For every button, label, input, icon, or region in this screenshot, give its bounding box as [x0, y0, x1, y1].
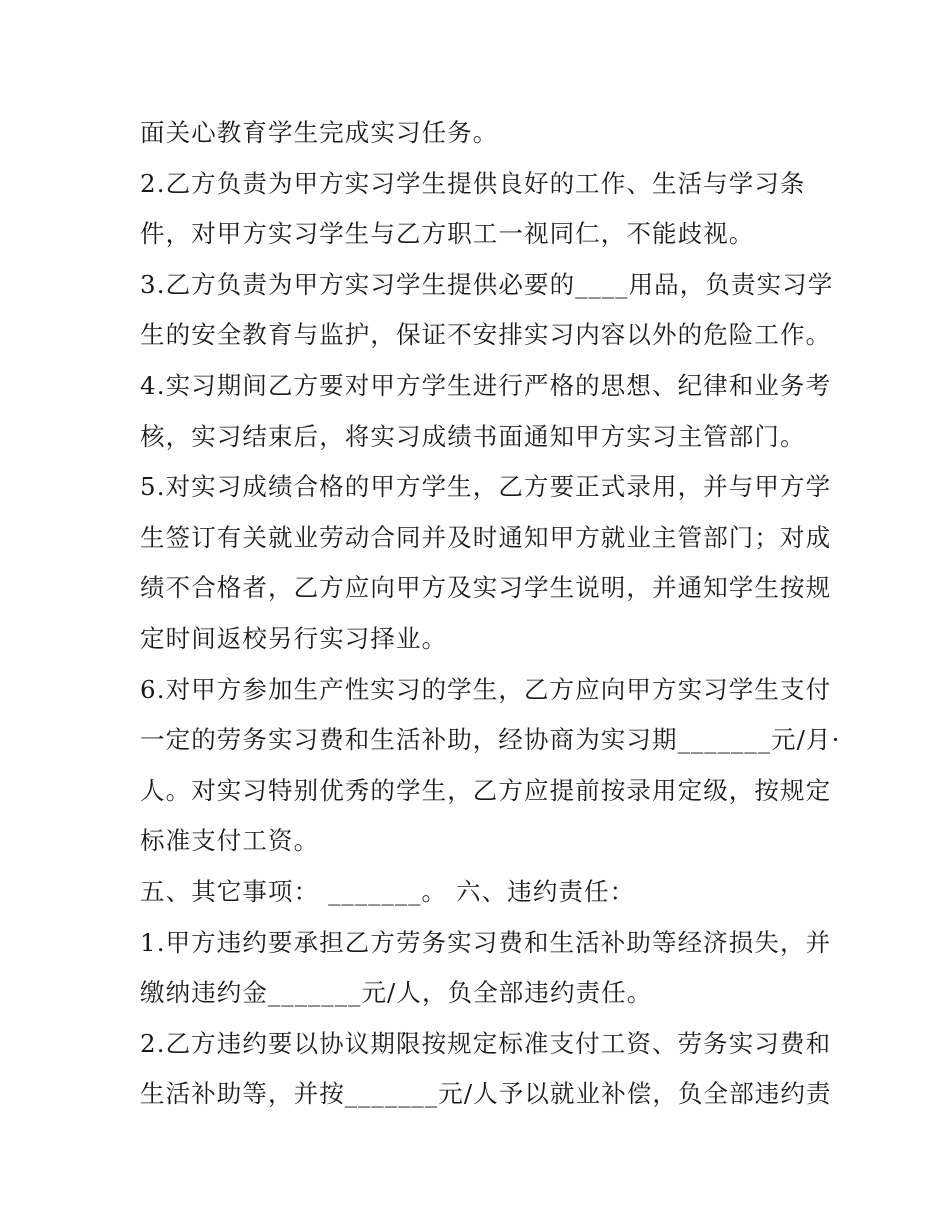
- document-line: 人。对实习特别优秀的学生，乙方应提前按录用定级，按规定: [140, 775, 832, 805]
- document-line: 核，实习结束后，将实习成绩书面通知甲方实习主管部门。: [140, 421, 806, 451]
- document-line: 3.乙方负责为甲方实习学生提供必要的____用品，负责实习学: [140, 269, 834, 299]
- document-line: 生的安全教育与监护，保证不安排实习内容以外的危险工作。: [140, 320, 832, 350]
- document-line: 6.对甲方参加生产性实习的学生，乙方应向甲方实习学生支付: [140, 674, 832, 704]
- document-line: 缴纳违约金_______元/人，负全部违约责任。: [140, 978, 653, 1008]
- document-line: 1.甲方违约要承担乙方劳务实习费和生活补助等经济损失，并: [140, 927, 832, 957]
- document-line: 五、其它事项： _______。 六、违约责任：: [140, 876, 636, 906]
- document-line: 定时间返校另行实习择业。: [140, 623, 448, 653]
- document-line: 标准支付工资。: [140, 826, 320, 856]
- document-body: [140, 108, 841, 1120]
- document-line: 2.乙方违约要以协议期限按规定标准支付工资、劳务实习费和: [140, 1028, 832, 1058]
- document-line: 绩不合格者，乙方应向甲方及实习学生说明，并通知学生按规: [140, 573, 832, 603]
- document-line: 一定的劳务实习费和生活补助，经协商为实习期_______元/月·: [140, 725, 841, 755]
- document-line: 2.乙方负责为甲方实习学生提供良好的工作、生活与学习条: [140, 168, 806, 198]
- document-line: 件，对甲方实习学生与乙方职工一视同仁，不能歧视。: [140, 219, 755, 249]
- document-line: 生签订有关就业劳动合同并及时通知甲方就业主管部门；对成: [140, 522, 832, 552]
- document-line: 生活补助等，并按_______元/人予以就业补偿，负全部违约责: [140, 1079, 832, 1109]
- document-line: 面关心教育学生完成实习任务。: [140, 118, 499, 147]
- document-line: 5.对实习成绩合格的甲方学生，乙方要正式录用，并与甲方学: [140, 472, 832, 502]
- document-line: 4.实习期间乙方要对甲方学生进行严格的思想、纪律和业务考: [140, 370, 832, 400]
